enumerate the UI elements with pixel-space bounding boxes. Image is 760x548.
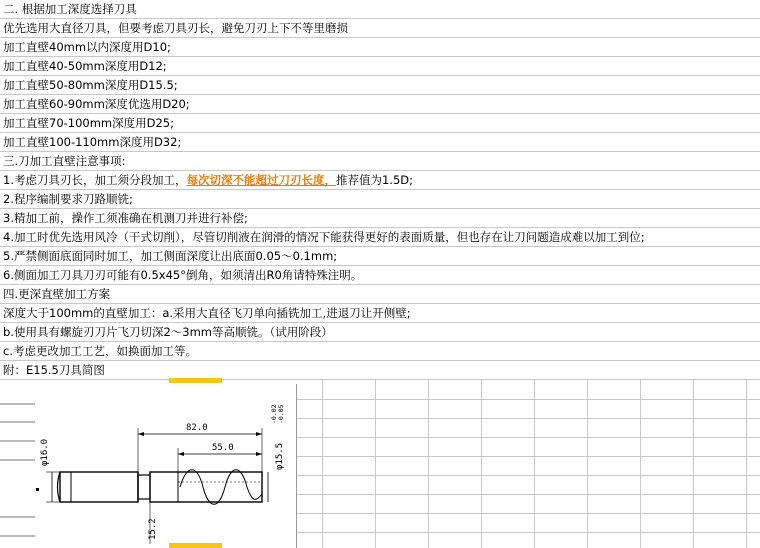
cell-line-18[interactable]: b.使用具有螺旋刃刀片飞刀切深2～3mm等高顺铣。（试用阶段） — [0, 323, 760, 342]
cell-line-20[interactable]: 附：E15.5刀具简图 — [0, 361, 760, 380]
cell-line-13[interactable]: 4.加工时优先选用风冷（干式切削），尽管切削液在润滑的情况下能获得更好的表面质量，但也存在让刀问题造成难以加工到位; — [0, 228, 760, 247]
cell-line-19[interactable]: c.考虑更改加工工艺，如换面加工等。 — [0, 342, 760, 361]
dim-15-2: 15.2 — [148, 518, 158, 540]
cell-line-7[interactable]: 加工直壁70-100mm深度用D25; — [0, 114, 760, 133]
cell-line-16[interactable]: 四.更深直壁加工方案 — [0, 285, 760, 304]
cell-line-15[interactable]: 6.侧面加工刀具刀刃可能有0.5x45°倒角，如须清出R0角请特殊注明。 — [0, 266, 760, 285]
selected-column-marker — [169, 378, 222, 383]
cell-line-8[interactable]: 加工直壁100-110mm深度用D32; — [0, 133, 760, 152]
cell-line-9[interactable]: 三.刀加工直壁注意事项: — [0, 152, 760, 171]
cell-line-1[interactable]: 二. 根据加工深度选择刀具 — [0, 0, 760, 19]
cell-line-14[interactable]: 5.严禁侧面底面同时加工，加工侧面深度让出底面0.05～0.1mm; — [0, 247, 760, 266]
cell-line-17[interactable]: 深度大于100mm的直壁加工：a.采用大直径飞刀单向插铣加工,进退刀让开侧壁; — [0, 304, 760, 323]
cell-line-6[interactable]: 加工直壁60-90mm深度优选用D20; — [0, 95, 760, 114]
cell-line-3[interactable]: 加工直壁40mm以内深度用D10; — [0, 38, 760, 57]
cell-line-12[interactable]: 3.精加工前，操作工须准确在机测刀并进行补偿; — [0, 209, 760, 228]
cell-line-5[interactable]: 加工直壁50-80mm深度用D15.5; — [0, 76, 760, 95]
dim-82: 82.0 — [186, 423, 208, 433]
dim-phi-15-5: φ15.5 — [275, 442, 285, 470]
dim-tol-lower: -0.05 — [277, 404, 285, 424]
tool-sketch-svg — [0, 384, 296, 548]
dim-55: 55.0 — [212, 443, 234, 453]
highlight-text: 每次切深不能超过刀刃长度， — [186, 173, 336, 187]
cell-line-4[interactable]: 加工直壁40-50mm深度用D12; — [0, 57, 760, 76]
column-marker-bottom — [169, 543, 222, 548]
cell-line-2[interactable]: 优先选用大直径刀具，但要考虑刀具刃长，避免刀刃上下不等里磨损 — [0, 19, 760, 38]
dim-tol-upper: -0.02 — [270, 404, 278, 424]
dim-phi-16: φ16.0 — [40, 438, 50, 466]
cell-line-11[interactable]: 2.程序编制要求刀路顺铣; — [0, 190, 760, 209]
tool-drawing — [0, 384, 297, 548]
cell-line-10[interactable]: 1.考虑刀具刃长，加工须分段加工，每次切深不能超过刀刃长度，推荐值为1.5D; — [0, 171, 760, 190]
